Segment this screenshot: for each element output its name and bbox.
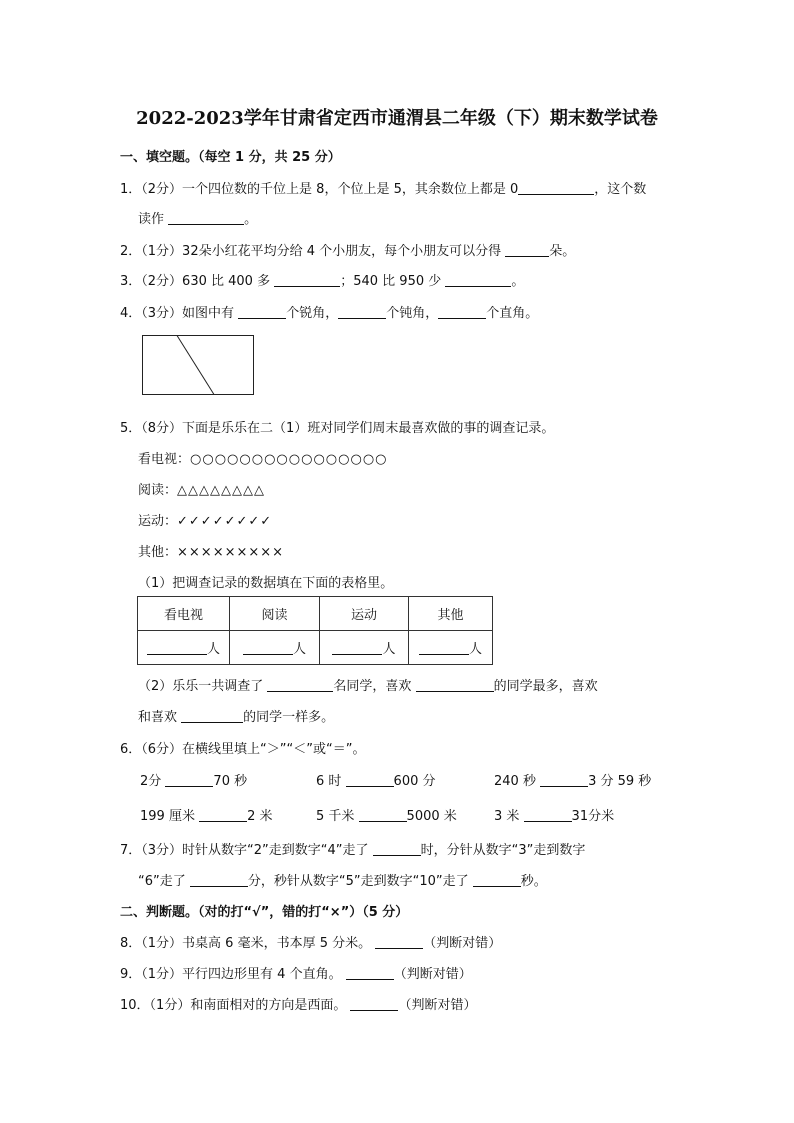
question-7-line-1 bbox=[120, 839, 585, 858]
answer-blank[interactable] bbox=[518, 180, 594, 195]
compare-right: 2 米 bbox=[247, 809, 273, 824]
question-7-end: 秒。 bbox=[520, 874, 547, 889]
unit-label: 人 bbox=[382, 642, 396, 657]
record-sport bbox=[138, 510, 272, 529]
judge-suffix: （判断对错） bbox=[393, 967, 472, 982]
rectangle-outline bbox=[143, 336, 254, 395]
question-4 bbox=[120, 302, 538, 321]
part-2-text-cont: 和喜欢 bbox=[138, 710, 178, 725]
unit-label: 人 bbox=[292, 642, 306, 657]
part-2-text-cont: 的同学最多，喜欢 bbox=[493, 679, 598, 694]
survey-table bbox=[137, 596, 493, 665]
answer-blank[interactable] bbox=[274, 272, 340, 287]
compare-right: 600 分 bbox=[393, 774, 436, 789]
question-4-text: 4．（3分）如图中有 bbox=[120, 306, 235, 321]
table-cell-tv bbox=[138, 631, 230, 665]
question-1-line-2 bbox=[138, 208, 257, 227]
question-8-text: 8．（1分）书桌高 6 毫米，书本厚 5 分米。 bbox=[120, 936, 372, 951]
page-title: 2022-2023学年甘肃省定西市通渭县二年级（下）期末数学试卷 bbox=[136, 108, 658, 129]
question-7-text-cont: 时，分针从数字“3”走到数字 bbox=[420, 843, 586, 858]
table-cell-sport bbox=[320, 631, 409, 665]
part-2-end: 的同学一样多。 bbox=[243, 710, 335, 725]
question-8 bbox=[120, 932, 501, 951]
question-6-intro: 6．（6分）在横线里填上“＞”“＜”或“＝”。 bbox=[120, 742, 366, 757]
cross-marks: ××××××××× bbox=[177, 545, 285, 560]
question-10-text: 10．（1分）和南面相对的方向是西面。 bbox=[120, 998, 347, 1013]
question-4-obtuse: 个钝角， bbox=[386, 306, 439, 321]
triangle-marks: △△△△△△△△ bbox=[177, 483, 265, 498]
checkmark-marks: ✓✓✓✓✓✓✓✓ bbox=[177, 514, 273, 529]
answer-blank[interactable] bbox=[346, 965, 394, 980]
compare-item bbox=[140, 805, 273, 824]
question-7-text-cont: 分，秒针从数字“5”走到数字“10”走了 bbox=[247, 874, 469, 889]
table-header-read: 阅读 bbox=[230, 597, 320, 631]
question-2-text: 2．（1分）32朵小红花平均分给 4 个小朋友，每个小朋友可以分得 bbox=[120, 244, 502, 259]
section-judge-heading: 二、判断题。（对的打“√”，错的打“×”）（5 分） bbox=[120, 905, 409, 920]
record-sport-label: 运动： bbox=[138, 514, 178, 529]
compare-left: 2分 bbox=[140, 774, 162, 789]
answer-blank[interactable] bbox=[346, 772, 394, 787]
answer-blank[interactable] bbox=[473, 872, 521, 887]
record-other bbox=[138, 541, 284, 560]
question-2-unit: 朵。 bbox=[549, 244, 576, 259]
question-5-part-1: （1）把调查记录的数据填在下面的表格里。 bbox=[138, 576, 394, 591]
survey-table-answer-row bbox=[138, 631, 493, 665]
question-7-text-cont: “6”走了 bbox=[138, 874, 186, 889]
answer-blank[interactable] bbox=[267, 677, 333, 692]
unit-label: 人 bbox=[468, 642, 482, 657]
answer-blank[interactable] bbox=[168, 210, 244, 225]
question-4-acute: 个锐角， bbox=[286, 306, 339, 321]
table-cell-read bbox=[230, 631, 320, 665]
answer-blank[interactable] bbox=[438, 304, 486, 319]
question-7-text: 7．（3分）时针从数字“2”走到数字“4”走了 bbox=[120, 843, 369, 858]
question-3-end: 。 bbox=[511, 274, 525, 289]
answer-blank[interactable] bbox=[338, 304, 386, 319]
answer-blank[interactable] bbox=[190, 872, 248, 887]
survey-table-header-row bbox=[138, 597, 493, 631]
compare-item bbox=[316, 770, 436, 789]
record-other-label: 其他： bbox=[138, 545, 178, 560]
question-7-line-2 bbox=[138, 870, 547, 889]
compare-item bbox=[494, 770, 651, 789]
record-tv-label: 看电视： bbox=[138, 452, 191, 467]
part-2-text-cont: 名同学，喜欢 bbox=[333, 679, 412, 694]
question-1-read-label: 读作 bbox=[138, 212, 165, 227]
question-5-intro: 5．（8分）下面是乐乐在二（1）班对同学们周末最喜欢做的事的调查记录。 bbox=[120, 421, 555, 436]
part-2-text: （2）乐乐一共调查了 bbox=[138, 679, 264, 694]
answer-blank[interactable] bbox=[524, 807, 572, 822]
question-10 bbox=[120, 994, 476, 1013]
question-3-text: 3．（2分）630 比 400 多 bbox=[120, 274, 271, 289]
question-9 bbox=[120, 963, 472, 982]
answer-blank[interactable] bbox=[238, 304, 286, 319]
answer-blank[interactable] bbox=[375, 934, 423, 949]
circle-marks: ○○○○○○○○○○○○○○○○ bbox=[190, 452, 388, 467]
section-fill-blank-heading: 一、填空题。（每空 1 分，共 25 分） bbox=[120, 150, 341, 165]
compare-left: 199 厘米 bbox=[140, 809, 195, 824]
answer-blank[interactable] bbox=[181, 708, 243, 723]
record-tv bbox=[138, 448, 388, 467]
question-3-text-cont: ；540 比 950 少 bbox=[340, 274, 442, 289]
question-9-text: 9．（1分）平行四边形里有 4 个直角。 bbox=[120, 967, 342, 982]
question-1-end: 。 bbox=[244, 212, 258, 227]
question-4-right: 个直角。 bbox=[486, 306, 539, 321]
answer-blank[interactable] bbox=[540, 772, 588, 787]
record-read-label: 阅读： bbox=[138, 483, 178, 498]
judge-suffix: （判断对错） bbox=[398, 998, 477, 1013]
compare-right: 5000 米 bbox=[406, 809, 457, 824]
judge-suffix: （判断对错） bbox=[423, 936, 502, 951]
compare-item bbox=[494, 805, 614, 824]
unit-label: 人 bbox=[206, 642, 220, 657]
question-3 bbox=[120, 270, 524, 289]
table-header-tv: 看电视 bbox=[138, 597, 230, 631]
question-5-part-2-line-2 bbox=[138, 706, 334, 725]
compare-left: 5 千米 bbox=[316, 809, 355, 824]
question-1-text-cont: ，这个数 bbox=[594, 182, 647, 197]
question-1-text: 1．（2分）一个四位数的千位上是 8，个位上是 5，其余数位上都是 0 bbox=[120, 182, 519, 197]
table-header-sport: 运动 bbox=[320, 597, 409, 631]
question-5-part-2-line-1 bbox=[138, 675, 598, 694]
table-header-other: 其他 bbox=[409, 597, 493, 631]
compare-item bbox=[316, 805, 457, 824]
compare-right: 70 秒 bbox=[213, 774, 248, 789]
compare-right: 31分米 bbox=[571, 809, 615, 824]
compare-right: 3 分 59 秒 bbox=[588, 774, 652, 789]
compare-left: 240 秒 bbox=[494, 774, 536, 789]
table-cell-other bbox=[409, 631, 493, 665]
answer-blank[interactable] bbox=[419, 640, 469, 655]
answer-blank[interactable] bbox=[373, 841, 421, 856]
answer-blank[interactable] bbox=[359, 807, 407, 822]
answer-blank[interactable] bbox=[147, 640, 207, 655]
answer-blank[interactable] bbox=[416, 677, 494, 692]
answer-blank[interactable] bbox=[243, 640, 293, 655]
question-2 bbox=[120, 240, 575, 259]
record-read bbox=[138, 479, 265, 498]
answer-blank[interactable] bbox=[199, 807, 247, 822]
compare-left: 3 米 bbox=[494, 809, 520, 824]
answer-blank[interactable] bbox=[350, 996, 398, 1011]
answer-blank[interactable] bbox=[445, 272, 511, 287]
rectangle-with-diagonal-figure bbox=[142, 335, 254, 395]
slanted-line bbox=[177, 336, 214, 395]
compare-left: 6 时 bbox=[316, 774, 342, 789]
answer-blank[interactable] bbox=[332, 640, 382, 655]
compare-item bbox=[140, 770, 247, 789]
answer-blank[interactable] bbox=[165, 772, 213, 787]
question-1-line-1 bbox=[120, 178, 646, 197]
answer-blank[interactable] bbox=[505, 242, 549, 257]
